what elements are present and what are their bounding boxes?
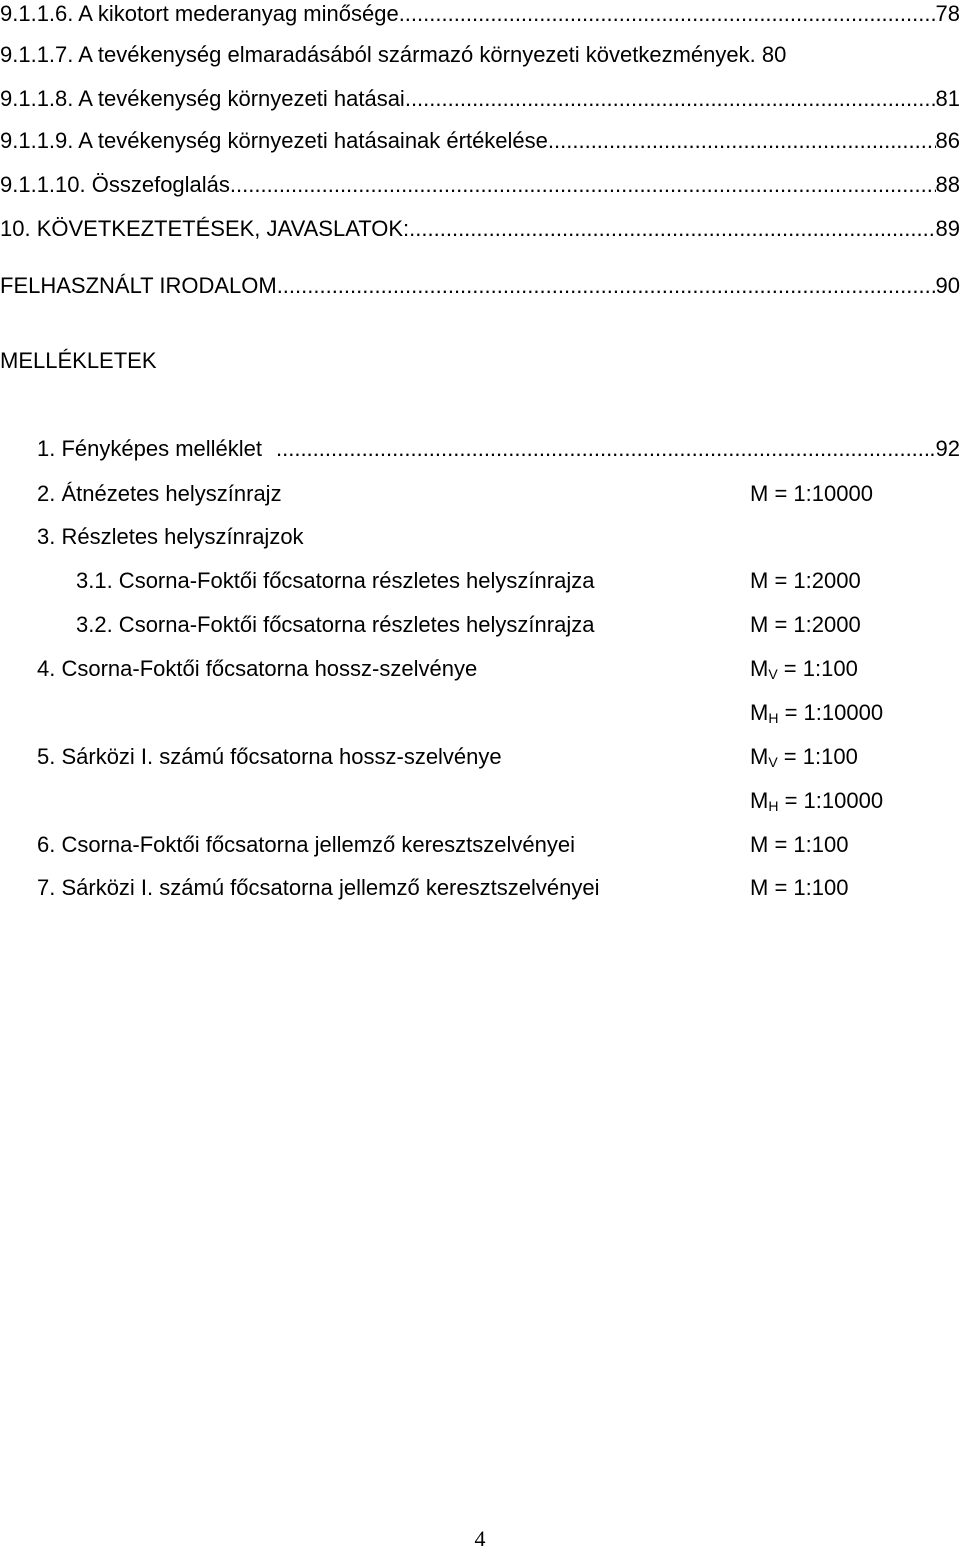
toc-entry[interactable] xyxy=(0,172,960,198)
toc-entry-label: 9.1.1.6. A kikotort mederanyag minősége xyxy=(0,1,399,26)
appendix-item-label: 3. Részletes helyszínrajzok xyxy=(37,524,304,549)
vertical-scale: $M_V$ = 1:100 xyxy=(750,744,858,770)
appendix-item-page: .92 xyxy=(929,436,960,461)
appendix-item-scale: M = 1:10000 xyxy=(750,481,873,506)
toc-entry[interactable] xyxy=(0,42,786,68)
appendix-item-scale: M = 1:100 xyxy=(750,832,849,857)
toc-entry[interactable] xyxy=(0,1,960,27)
toc-entry[interactable] xyxy=(0,86,960,112)
toc-entry-page: 86 xyxy=(935,128,960,153)
leader-dots xyxy=(409,216,935,242)
appendix-item-label: 4. Csorna-Foktői főcsatorna hossz-szelvénye xyxy=(37,656,478,681)
vertical-scale: $M_V$ = 1:100 xyxy=(750,656,858,682)
appendix-item-scale: M = 1:2000 xyxy=(750,568,861,593)
appendix-item-scale: M = 1:2000 xyxy=(750,612,861,637)
appendix-heading: MELLÉKLETEK xyxy=(0,348,157,373)
leader-dots xyxy=(548,128,936,154)
toc-entry-label: 9.1.1.10. Összefoglalás xyxy=(0,172,230,197)
toc-entry-page: 89 xyxy=(935,216,960,241)
leader-dots xyxy=(230,172,936,198)
toc-entry-label: 9.1.1.8. A tevékenység környezeti hatásai xyxy=(0,86,405,111)
toc-entry-page: 78 xyxy=(935,1,960,26)
leader-dots xyxy=(399,1,936,27)
appendix-item-label: 6. Csorna-Foktői főcsatorna jellemző keresztszelvényei xyxy=(37,832,576,857)
toc-entry-label: 10. KÖVETKEZTETÉSEK, JAVASLATOK: xyxy=(0,216,410,241)
appendix-item-scale: M = 1:100 xyxy=(750,875,849,900)
toc-entry[interactable] xyxy=(0,273,960,299)
page-number: 4 xyxy=(474,1526,486,1551)
appendix-item-label: 3.1. Csorna-Foktői főcsatorna részletes helyszínrajza xyxy=(76,568,595,593)
appendix-item-label: 2. Átnézetes helyszínrajz xyxy=(37,481,282,506)
toc-entry-page: 90 xyxy=(935,273,960,298)
toc-entry-page: 88 xyxy=(935,172,960,197)
toc-entry-page: 80 xyxy=(761,42,787,67)
appendix-item-label: 3.2. Csorna-Foktői főcsatorna részletes helyszínrajza xyxy=(76,612,595,637)
toc-entry-page: 81 xyxy=(935,86,960,111)
appendix-item[interactable] xyxy=(37,436,960,462)
appendix-item-label: 7. Sárközi I. számú főcsatorna jellemző keresztszelvényei xyxy=(37,875,600,900)
toc-entry-label: 9.1.1.9. A tevékenység környezeti hatásainak értékelése xyxy=(0,128,548,153)
appendix-item-label: 5. Sárközi I. számú főcsatorna hossz-szelvénye xyxy=(37,744,502,769)
toc-entry[interactable] xyxy=(0,128,960,154)
horizontal-scale: $M_H$ = 1:10000 xyxy=(750,700,884,726)
toc-entry[interactable] xyxy=(0,216,960,242)
horizontal-scale: $M_H$ = 1:10000 xyxy=(750,788,884,814)
leader-dots xyxy=(277,273,936,299)
leader-dots xyxy=(262,436,929,462)
leader-dots xyxy=(405,86,936,112)
appendix-item-label: 1. Fényképes melléklet xyxy=(37,436,262,461)
toc-entry-label: FELHASZNÁLT IRODALOM xyxy=(0,273,277,298)
toc-entry-label: 9.1.1.7. A tevékenység elmaradásából származó környezeti következmények. xyxy=(0,42,756,67)
